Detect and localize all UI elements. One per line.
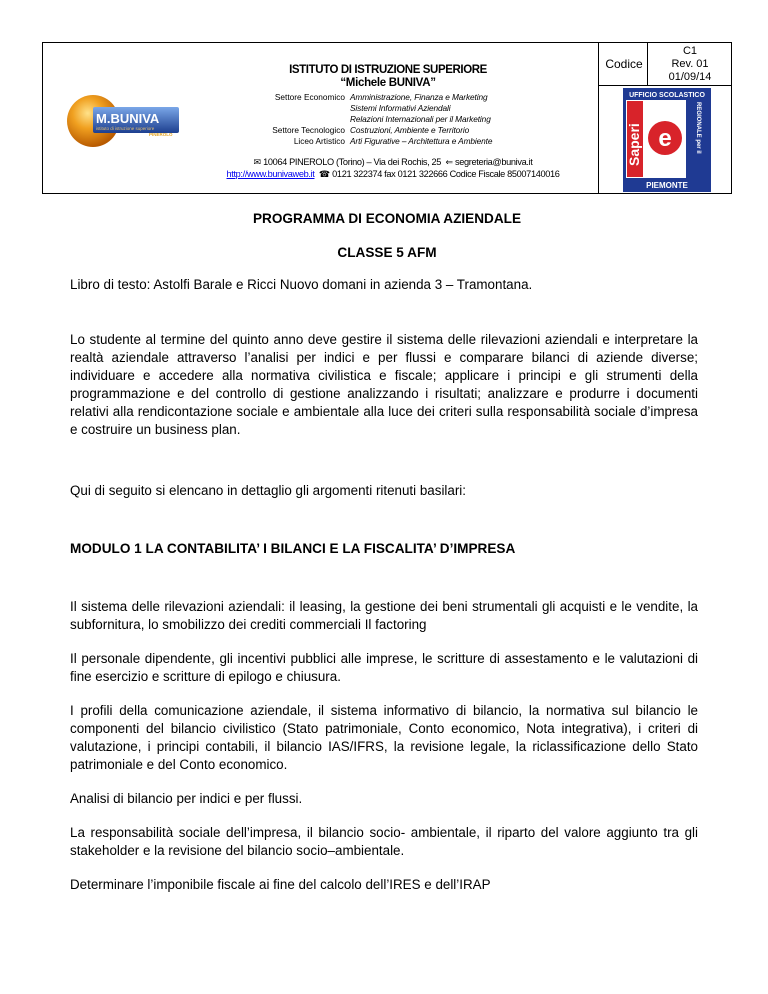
document-title: PROGRAMMA DI ECONOMIA AZIENDALE [252,211,522,226]
revision-date: 01/09/14 [668,71,712,83]
sector-label: Settore Economico [274,92,345,102]
badge-brand: Saperi [626,123,642,166]
badge-side-text: REGIONALE per il [695,102,701,154]
badge-top-text: UFFICIO SCOLASTICO [629,92,705,99]
textbook-line: Libro di testo: Astolfi Barale e Ricci Nuovo domani in azienda 3 – Tramontana. [70,277,533,292]
envelope-icon: ✉ [253,157,261,167]
contact-line [193,169,593,180]
intro-paragraph: Lo studente al termine del quinto anno deve gestire il sistema delle rilevazioni aziendali e interpretare la realtà aziendale attraverso l’analisi per indici e per flussi e comparare bilanci di aziende diverse; individuare e accedere alla normativa civilistica e fiscale; applicare i principi e gli strumenti della programmazione e del controllo di gestione analizzando i risultati; analizzare e produrre i documenti relativi alla rendicontazione sociale e ambientale alla luce dei criteri sulla responsabilità sociale d’impresa e costruire un business plan. [70,332,698,437]
document-header [42,42,732,194]
logo-city: PINEROLO [149,132,173,137]
institute-title: ISTITUTO DI ISTRUZIONE SUPERIORE [289,64,487,76]
school-logo [63,91,181,151]
address-line [193,157,593,168]
email[interactable]: segreteria@buniva.it [455,157,533,167]
class-title: CLASSE 5 AFM [337,245,437,260]
logo-subtitle: istituto di istruzione superiore [96,126,155,131]
sector-course: Costruzioni, Ambiente e Territorio [350,125,470,135]
header-divider [647,43,648,85]
sector-label: Liceo Artistico [293,136,345,146]
topic-item: Il personale dipendente, gli incentivi pubblici alle imprese, le scritture di assestamento e le valutazioni di fine esercizio e scritture di epilogo e chiusura. [70,651,698,684]
topic-item: Il sistema delle rilevazioni aziendali: il leasing, la gestione dei beni strumentali gli acquisti e le vendite, la subfornitura, lo smobilizzo dei crediti commerciali Il factoring [70,599,698,632]
email-icon: ⇐ [443,157,453,167]
list-intro: Qui di seguito si elencano in dettaglio gli argomenti ritenuti basilari: [70,483,466,498]
revision: Rev. 01 [671,58,709,70]
module-title: MODULO 1 LA CONTABILITA’ I BILANCI E LA FISCALITA’ D’IMPRESA [70,541,516,556]
badge-letter: e [658,125,672,152]
badge-bottom-text: PIEMONTE [646,181,688,190]
revision-block [649,43,731,84]
sector-course: Amministrazione, Finanza e Marketing [350,92,488,102]
address: 10064 PINEROLO (Torino) – Via dei Rochis, 25 [263,157,442,167]
topic-item: I profili della comunicazione aziendale, il sistema informativo di bilancio, la normativa sul bilancio le componenti del bilancio civilistico (Stato patrimoniale, Conto economico, Nota integrativa), i criteri di valutazione, i principi contabili, il bilancio IAS/IFRS, la revisione legale, la riclassificazione dello Stato patrimoniale e del Conto economico. [70,703,698,772]
header-divider [598,85,731,86]
sector-course: Arti Figurative – Architettura e Ambiente [350,136,493,146]
website-link[interactable]: http://www.bunivaweb.it [226,169,315,179]
document-code: C1 [682,45,698,57]
phone-icon: ☎ [316,169,330,179]
sector-label: Settore Tecnologico [272,125,345,135]
sector-course: Sistemi Informativi Aziendali [350,103,451,113]
topic-item: Determinare l’imponibile fiscale ai fine del calcolo dell’IRES e dell’IRAP [70,877,491,892]
topic-item: La responsabilità sociale dell’impresa, il bilancio socio- ambientale, il riparto del valore aggiunto tra gli stakeholder e la revisione del bilancio socio–ambientale. [70,825,698,858]
saperi-badge [623,88,711,192]
codice-label: Codice [605,57,643,71]
logo-text: M.BUNIVA [96,111,160,126]
institute-name: “Michele BUNIVA” [340,77,436,89]
sector-course: Relazioni Internazionali per il Marketing [350,114,491,124]
topic-item: Analisi di bilancio per indici e per flussi. [70,791,303,806]
header-divider [598,43,599,193]
phone-fax-tax: 0121 322374 fax 0121 322666 Codice Fiscale 85007140016 [332,169,560,179]
